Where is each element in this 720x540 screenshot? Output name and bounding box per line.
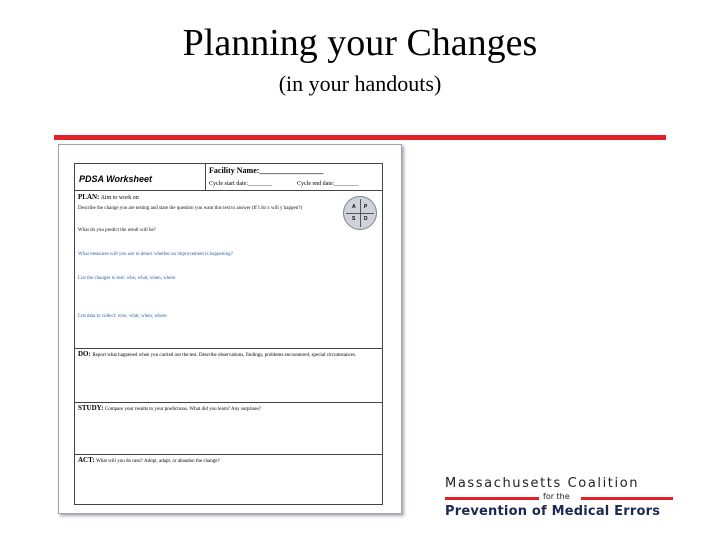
cycle-start-field: Cycle start date:________ [209, 181, 272, 187]
plan-line-1: Describe the change you are testing and state the question you want this test to answer (If I do x will y happen?) [78, 206, 303, 211]
worksheet-title: PDSA Worksheet [79, 174, 153, 184]
cycle-letter-a: A [352, 204, 356, 210]
do-section [78, 350, 378, 358]
logo-for-the: for the [543, 492, 570, 501]
pdsa-worksheet-image [58, 144, 402, 514]
act-label: ACT: [78, 456, 95, 464]
cycle-letter-s: S [352, 216, 356, 222]
cycle-letter-d: D [364, 216, 368, 222]
plan-line-4: List the changes to test: who, what, when, where [78, 276, 176, 281]
cycle-letter-p: P [364, 204, 368, 210]
pdsa-cycle-icon [343, 196, 377, 230]
do-text: Report what happened when you carried out the test. Describe observations, findings, problems encountered, special circumstances. [92, 353, 357, 358]
act-text: What will you do next? Adopt, adapt, or abandon the change? [96, 459, 220, 464]
red-divider [54, 135, 666, 140]
plan-line-5: List data to collect: who, what, when, where [78, 314, 167, 319]
act-section [78, 456, 220, 464]
logo-line-1: Massachusetts Coalition [445, 476, 640, 491]
study-label: STUDY: [78, 404, 104, 412]
cycle-end-field: Cycle end date:________ [297, 181, 359, 187]
coalition-logo [440, 474, 680, 524]
header-rule [75, 190, 382, 191]
logo-line-2: Prevention of Medical Errors [445, 504, 661, 519]
study-section [78, 404, 261, 412]
logo-rule-left [445, 497, 539, 500]
study-rule [75, 402, 382, 403]
plan-line-2: What do you predict the result will be? [78, 228, 156, 233]
facility-name-field: Facility Name:________________ [209, 166, 324, 175]
plan-section [78, 193, 139, 201]
do-rule [75, 348, 382, 349]
worksheet-frame [74, 163, 383, 505]
study-text: Compare your results to your predictions. What did you learn? Any surprises? [104, 407, 261, 412]
header-divider [205, 164, 206, 190]
plan-text: Aim to work on [100, 195, 139, 201]
plan-label: PLAN: [78, 193, 100, 201]
slide-subtitle: (in your handouts) [278, 71, 442, 96]
act-rule [75, 454, 382, 455]
logo-rule-right [581, 497, 673, 500]
do-label: DO: [78, 350, 91, 358]
plan-line-3: What measures will you use to detect whether an improvement is happening? [78, 252, 233, 257]
slide-title: Planning your Changes [182, 22, 538, 64]
